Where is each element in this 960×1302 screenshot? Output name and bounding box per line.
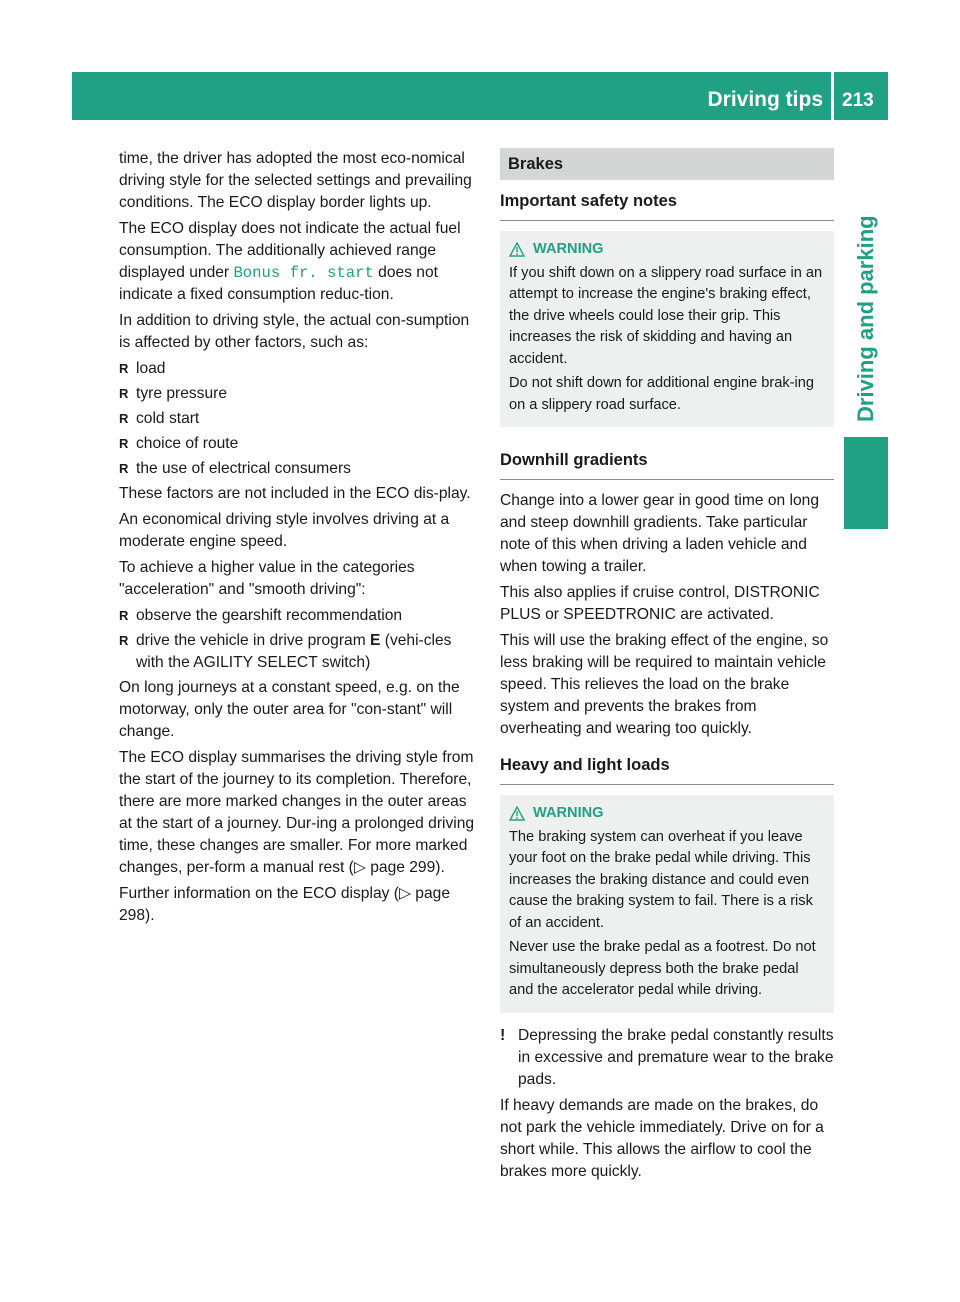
notice-icon: ! — [500, 1026, 506, 1044]
warning-label: WARNING — [533, 241, 604, 257]
bullet-icon: R — [119, 436, 129, 451]
paragraph: These factors are not included in the ECO dis-play. — [119, 485, 471, 502]
side-tab-marker — [844, 437, 888, 529]
subheading: Downhill gradients — [500, 439, 834, 480]
bullet-icon: R — [119, 461, 129, 476]
text: does not indicate a fixed consumption reduc-tion. — [119, 264, 438, 303]
warning-triangle-icon — [509, 242, 525, 257]
paragraph — [119, 883, 481, 927]
bullet-icon: R — [119, 608, 129, 623]
section-heading: Brakes — [500, 148, 834, 180]
text: The ECO display does not indicate the actual fuel consumption. The additionally achieved range displayed under — [119, 220, 461, 281]
paragraph: The braking system can overheat if you leave your foot on the brake pedal while driving. This increases the braking distance and could even cause the braking system to fail. There is a risk of an accident. — [509, 828, 813, 931]
page-title: Driving tips — [707, 88, 823, 111]
right-column — [500, 148, 834, 1187]
list-item — [119, 458, 481, 480]
text: (vehi-cles with the AGILITY SELECT switch) — [136, 632, 452, 671]
paragraph: If heavy demands are made on the brakes, do not park the vehicle immediately. Drive on for a short while. This allows the airflow to cool the brakes more quickly. — [500, 1096, 824, 1180]
bullet-icon: R — [119, 633, 129, 648]
bullet-list-factors — [119, 358, 481, 480]
list-item — [119, 433, 481, 455]
paragraph: Change into a lower gear in good time on long and steep downhill gradients. Take particular note of this when driving a laden vehicle and when towing a trailer. — [500, 492, 820, 575]
list-item — [119, 605, 481, 627]
bullet-icon: R — [119, 386, 129, 401]
list-item-text: load — [136, 360, 166, 377]
paragraph: time, the driver has adopted the most eco-nomical driving style for the selected settings and prevailing conditions. The ECO display border lights up. — [119, 150, 472, 211]
page-reference-link[interactable]: page 298 — [119, 885, 450, 924]
notice-text: Depressing the brake pedal constantly results in excessive and premature wear to the brake pads. — [518, 1026, 834, 1088]
text: drive the vehicle in drive program — [136, 632, 371, 649]
list-item — [119, 358, 481, 380]
notice-block — [500, 1025, 834, 1091]
left-column — [119, 148, 481, 931]
warning-triangle-icon — [509, 806, 525, 821]
paragraph — [119, 218, 481, 306]
list-item — [119, 383, 481, 405]
subheading: Heavy and light loads — [500, 744, 834, 785]
page-number: 213 — [842, 90, 874, 111]
header-bar — [72, 72, 888, 120]
page-ref-icon: ▷ — [398, 885, 411, 902]
list-item-text: tyre pressure — [136, 385, 227, 402]
list-item-text: cold start — [136, 410, 200, 427]
paragraph: This will use the braking effect of the engine, so less braking will be required to maintain vehicle speed. This relieves the load on the brake system and prevents the brakes from overheating and wearing too quickly. — [500, 632, 829, 737]
text: ). — [435, 859, 445, 876]
page-ref-icon: ▷ — [353, 859, 366, 876]
list-item-text — [136, 630, 481, 674]
display-message: Bonus fr. start — [233, 264, 374, 282]
text: ). — [145, 907, 155, 924]
side-tab-label: Driving and parking — [853, 215, 878, 422]
warning-box — [500, 231, 834, 427]
page-reference-link[interactable]: page 299 — [370, 859, 436, 876]
paragraph: This also applies if cruise control, DISTRONIC PLUS or SPEEDTRONIC are activated. — [500, 584, 820, 623]
paragraph: To achieve a higher value in the categories "acceleration" and "smooth driving": — [119, 559, 415, 598]
bullet-icon: R — [119, 411, 129, 426]
text: Further information on the ECO display ( — [119, 885, 399, 902]
paragraph: An economical driving style involves driving at a moderate engine speed. — [119, 511, 450, 550]
text: The ECO display summarises the driving style from the start of the journey to its completion. Therefore, there are more marked changes in the outer areas at the start of a journey. Dur-ing a prolonged driving time, these changes are smaller. For more marked changes, per-form a manual rest ( — [119, 749, 475, 876]
subheading: Important safety notes — [500, 180, 834, 221]
list-item-text: the use of electrical consumers — [136, 460, 351, 477]
warning-label: WARNING — [533, 805, 604, 821]
warning-box — [500, 795, 834, 1013]
bullet-icon: R — [119, 361, 129, 376]
list-item — [119, 408, 481, 430]
list-item — [119, 630, 481, 674]
paragraph: In addition to driving style, the actual con-sumption is affected by other factors, such as: — [119, 312, 470, 351]
drive-program-letter: E — [370, 632, 381, 649]
warning-title — [509, 239, 825, 261]
paragraph: On long journeys at a constant speed, e.g. on the motorway, only the outer area for "con-stant" will change. — [119, 679, 460, 740]
paragraph: Never use the brake pedal as a footrest. Do not simultaneously depress both the brake pedal and the accelerator pedal while driving. — [509, 939, 816, 998]
list-item-text: choice of route — [136, 435, 239, 452]
warning-title — [509, 803, 825, 825]
bullet-list-tips — [119, 605, 481, 674]
list-item-text: observe the gearshift recommendation — [136, 607, 403, 624]
paragraph — [119, 747, 481, 879]
paragraph: Do not shift down for additional engine brak-ing on a slippery road surface. — [509, 375, 815, 413]
paragraph: If you shift down on a slippery road surface in an attempt to increase the engine's braking effect, the drive wheels could lose their grip. This increases the risk of skidding and having an accident. — [509, 264, 823, 367]
